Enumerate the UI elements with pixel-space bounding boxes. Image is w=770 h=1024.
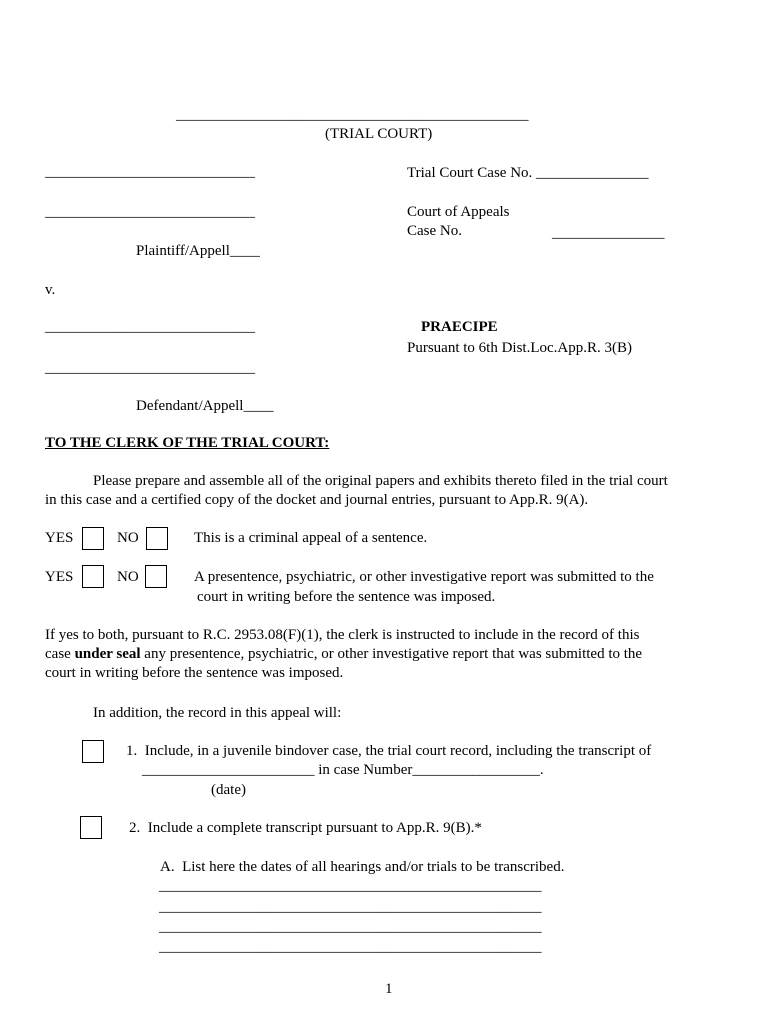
hearing-date-line-4[interactable]: ___________________________________________________ <box>159 939 542 955</box>
q2-no-label: NO <box>117 569 139 585</box>
defendant-name-line-2[interactable]: ____________________________ <box>45 360 255 376</box>
intro-paragraph-line-2: in this case and a certified copy of the docket and journal entries, pursuant to App.R. 9(A). <box>45 492 589 508</box>
item2a-text: A. List here the dates of all hearings and/or trials to be transcribed. <box>160 859 565 875</box>
seal-paragraph-line-1: If yes to both, pursuant to R.C. 2953.08(F)(1), the clerk is instructed to include in the record of this <box>45 627 640 643</box>
plaintiff-name-line-2[interactable]: ____________________________ <box>45 204 255 220</box>
versus-label: v. <box>45 282 56 298</box>
addition-statement: In addition, the record in this appeal will: <box>93 705 342 721</box>
q2-text-line-1: A presentence, psychiatric, or other investigative report was submitted to the <box>194 569 654 585</box>
item1-checkbox[interactable] <box>82 740 104 763</box>
document-subtitle: Pursuant to 6th Dist.Loc.App.R. 3(B) <box>407 340 632 356</box>
defendant-label: Defendant/Appell____ <box>136 398 274 414</box>
page-number: 1 <box>385 981 393 997</box>
document-title: PRAECIPE <box>421 319 498 335</box>
plaintiff-name-line-1[interactable]: ____________________________ <box>45 164 255 180</box>
clerk-heading: TO THE CLERK OF THE TRIAL COURT: <box>45 435 330 451</box>
trial-court-case-number[interactable]: Trial Court Case No. _______________ <box>407 165 649 181</box>
seal-line-2-end: any presentence, psychiatric, or other investigative report that was submitted to the <box>140 646 643 662</box>
intro-paragraph-line-1: Please prepare and assemble all of the original papers and exhibits thereto filed in the trial court <box>93 473 668 489</box>
plaintiff-label: Plaintiff/Appell____ <box>136 243 260 259</box>
court-of-appeals-label: Court of Appeals <box>407 204 510 220</box>
q1-text: This is a criminal appeal of a sentence. <box>194 530 428 546</box>
item1-text-line-2[interactable]: _______________________ in case Number_________________. <box>142 762 544 778</box>
appeals-case-number-blank[interactable]: _______________ <box>552 225 665 241</box>
q1-no-label: NO <box>117 530 139 546</box>
q1-no-checkbox[interactable] <box>146 527 168 550</box>
item2-checkbox[interactable] <box>80 816 102 839</box>
item1-date-label: (date) <box>211 782 246 798</box>
q2-no-checkbox[interactable] <box>145 565 167 588</box>
item2-text: 2. Include a complete transcript pursuant to App.R. 9(B).* <box>129 820 482 836</box>
seal-line-2-start: case <box>45 646 75 662</box>
item1-text-line-1: 1. Include, in a juvenile bindover case, the trial court record, including the transcript of <box>126 743 652 759</box>
defendant-name-line-1[interactable]: ____________________________ <box>45 319 255 335</box>
q2-yes-checkbox[interactable] <box>82 565 104 588</box>
seal-paragraph-line-3: court in writing before the sentence was imposed. <box>45 665 344 681</box>
hearing-date-line-1[interactable]: ___________________________________________________ <box>159 878 542 894</box>
appeals-case-no-label: Case No. <box>407 223 462 239</box>
trial-court-name-line[interactable]: _______________________________________________ <box>176 107 529 123</box>
hearing-date-line-3[interactable]: ___________________________________________________ <box>159 919 542 935</box>
q1-yes-label: YES <box>45 530 74 546</box>
q1-yes-checkbox[interactable] <box>82 527 104 550</box>
seal-paragraph-line-2 <box>45 645 642 663</box>
hearing-date-line-2[interactable]: ___________________________________________________ <box>159 899 542 915</box>
q2-text-line-2: court in writing before the sentence was imposed. <box>197 589 496 605</box>
q2-yes-label: YES <box>45 569 74 585</box>
under-seal-emphasis: under seal <box>74 646 141 662</box>
trial-court-label: (TRIAL COURT) <box>325 126 433 142</box>
